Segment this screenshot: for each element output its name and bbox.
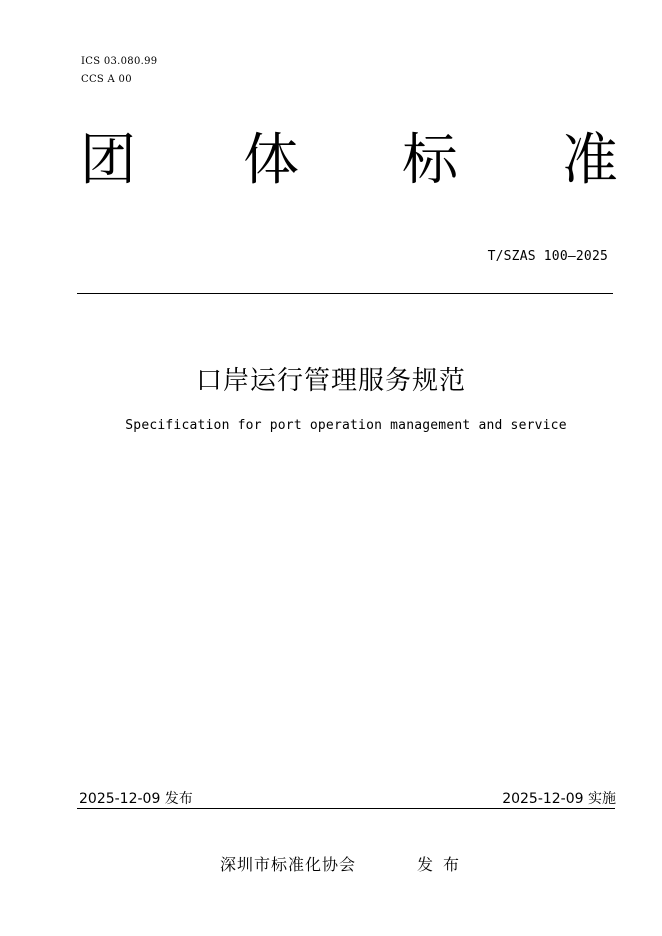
document-title-chinese: 口岸运行管理服务规范 bbox=[195, 366, 466, 396]
heading-char: 准 bbox=[562, 128, 618, 193]
document-title-english: Specification for port operation management and service bbox=[125, 418, 567, 433]
document-type-heading bbox=[80, 128, 616, 198]
standard-number: T/SZAS 100—2025 bbox=[487, 249, 608, 264]
ics-code: ICS 03.080.99 bbox=[81, 56, 158, 67]
heading-char: 标 bbox=[402, 128, 458, 193]
heading-char: 团 bbox=[80, 128, 136, 193]
issuer-name: 深圳市标准化协会 bbox=[220, 855, 357, 874]
bottom-divider bbox=[77, 808, 615, 809]
heading-char: 体 bbox=[243, 128, 299, 193]
implement-date: 2025-12-09 实施 bbox=[502, 791, 616, 807]
top-divider bbox=[77, 293, 613, 294]
publish-date: 2025-12-09 发布 bbox=[79, 791, 193, 807]
ccs-code: CCS A 00 bbox=[81, 74, 132, 85]
issuer-action: 发布 bbox=[417, 855, 470, 874]
